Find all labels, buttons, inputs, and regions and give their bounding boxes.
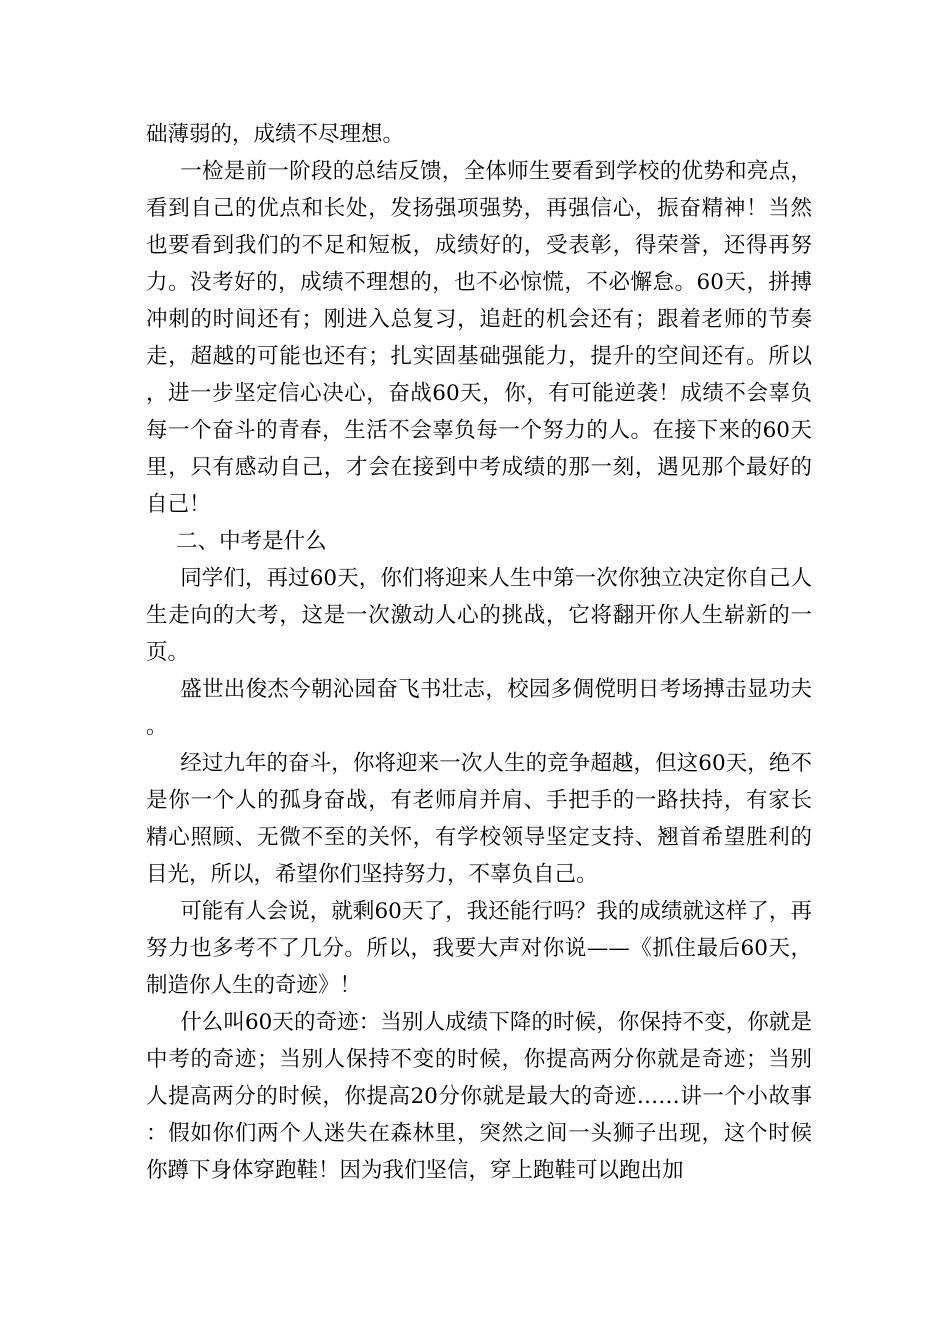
paragraph-nine-years: 经过九年的奋斗，你将迎来一次人生的竞争超越，但这60天，绝不是你一个人的孤身奋战，有老师肩并肩、手把手的一路扶持，有家长精心照顾、无微不至的关怀，有学校领导坚定支持、翘首希望胜利的目光，所以，希望你们坚持努力，不辜负自己。 — [146, 751, 812, 887]
document-page — [146, 116, 812, 1189]
paragraph-big-exam: 同学们，再过60天，你们将迎来人生中第一次你独立决定你自己人生走向的大考，这是一次激动人心的挑战，它将翻开你人生崭新的一页。 — [146, 566, 812, 665]
paragraph-couplet: 盛世出俊杰今朝沁园奋飞书壮志，校园多倜傥明日考场搏击显功夫。 — [146, 677, 812, 739]
paragraph-sixty-days-left: 可能有人会说，就剩60天了，我还能行吗？我的成绩就这样了，再努力也多考不了几分。所以，我要大声对你说——《抓住最后60天，制造你人生的奇迹》！ — [146, 899, 812, 998]
paragraph-miracle: 什么叫60天的奇迹：当别人成绩下降的时候，你保持不变，你就是中考的奇迹；当别人保持不变的时候，你提高两分你就是奇迹；当别人提高两分的时候，你提高20分你就是最大的奇迹……讲一个小故事：假如你们两个人迷失在森林里，突然之间一头狮子出现，这个时候你蹲下身体穿跑鞋！因为我们坚信，穿上跑鞋可以跑出加 — [146, 1010, 812, 1183]
section-heading: 二、中考是什么 — [176, 529, 327, 554]
paragraph-first-exam-feedback: 一检是前一阶段的总结反馈，全体师生要看到学校的优势和亮点，看到自己的优点和长处，发扬强项强势，再强信心，振奋精神！当然也要看到我们的不足和短板，成绩好的，受表彰，得荣誉，还得再努力。没考好的，成绩不理想的，也不必惊慌，不必懈怠。60天，拼搏冲刺的时间还有；刚进入总复习，追赶的机会还有；跟着老师的节奏走，超越的可能也还有；扎实固基础强能力，提升的空间还有。所以，进一步坚定信心决心，奋战60天，你，有可能逆袭！成绩不会辜负每一个奋斗的青春，生活不会辜负每一个努力的人。在接下来的60天里，只有感动自己，才会在接到中考成绩的那一刻，遇见那个最好的自己！ — [146, 159, 812, 517]
paragraph-continuation: 础薄弱的，成绩不尽理想。 — [146, 122, 405, 147]
